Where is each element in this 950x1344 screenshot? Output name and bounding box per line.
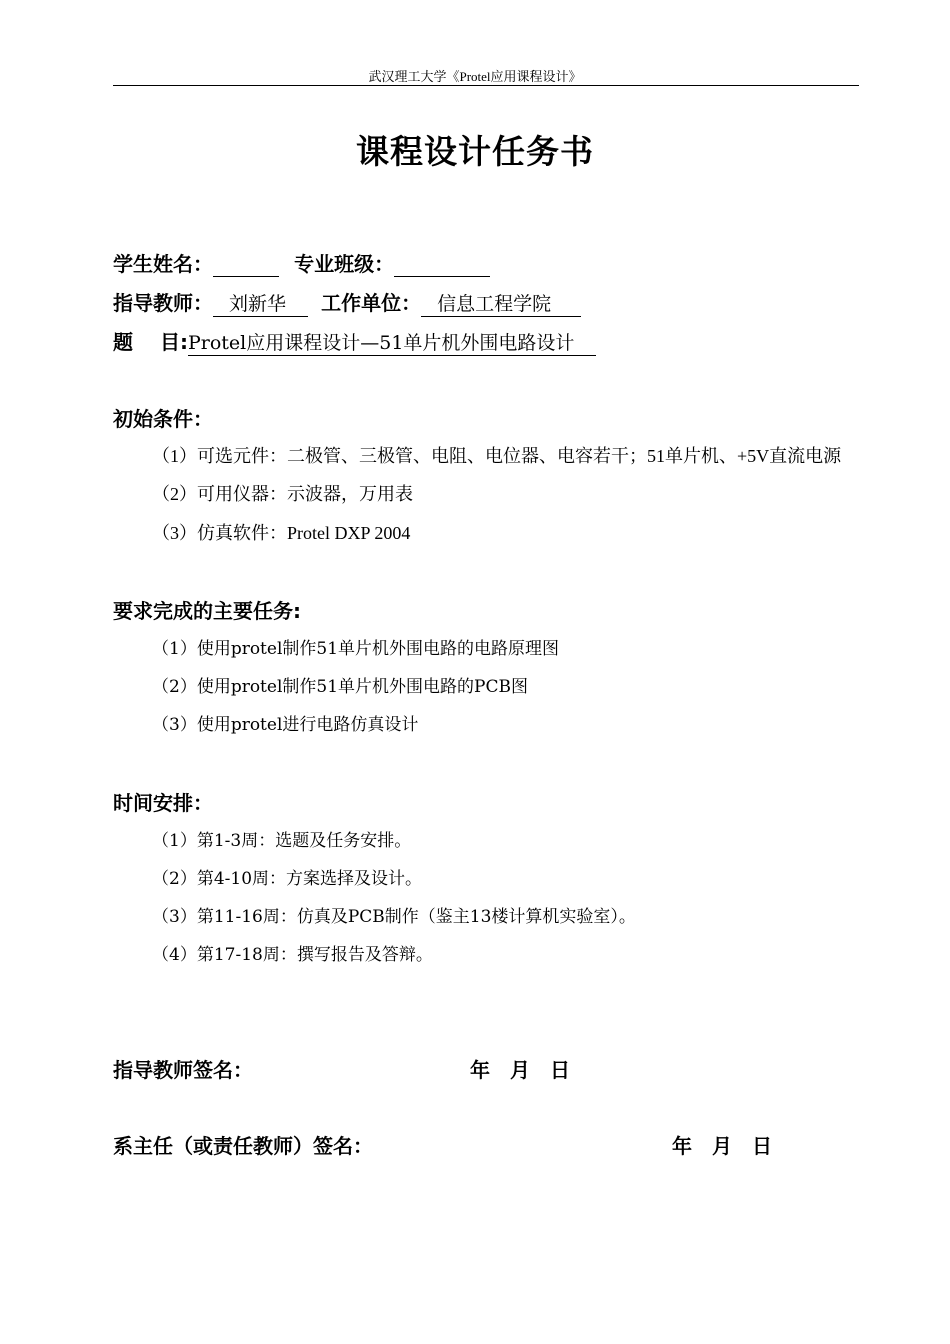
schedule-item: （3）第11-16周：仿真及PCB制作（鉴主13楼计算机实验室）。 [152, 907, 636, 927]
dept-head-signature-date: 年 月 日 [672, 1134, 772, 1158]
student-name-label: 学生姓名： [113, 252, 213, 276]
dept-head-signature-label: 系主任（或责任教师）签名： [113, 1134, 373, 1158]
advisor-signature-date: 年 月 日 [470, 1058, 570, 1082]
student-name-blank [213, 254, 279, 277]
condition-item: （2）可用仪器：示波器，万用表 [152, 484, 413, 504]
topic-value: Protel应用课程设计—51单片机外围电路设计 [188, 331, 596, 356]
task-item: （3）使用protel进行电路仿真设计 [152, 715, 419, 735]
advisor-signature-label: 指导教师签名： [113, 1058, 253, 1082]
advisor-value: 刘新华 [213, 292, 308, 317]
schedule-heading: 时间安排： [113, 791, 213, 815]
major-class-blank [394, 254, 490, 277]
topic-label: 题 目: [113, 330, 188, 354]
work-unit-value: 信息工程学院 [421, 292, 581, 317]
task-item: （2）使用protel制作51单片机外围电路的PCB图 [152, 677, 528, 697]
condition-item: （3）仿真软件：Protel DXP 2004 [152, 523, 411, 543]
topic-line [113, 326, 596, 356]
page-title: 课程设计任务书 [356, 132, 594, 171]
condition-item: （1）可选元件：二极管、三极管、电阻、电位器、电容若干；51单片机、+5V直流电源 [152, 446, 842, 466]
advisor-label: 指导教师： [113, 291, 213, 315]
task-item: （1）使用protel制作51单片机外围电路的电路原理图 [152, 639, 560, 659]
advisor-info-line [113, 287, 581, 317]
schedule-item: （2）第4-10周：方案选择及设计。 [152, 869, 423, 889]
major-class-label: 专业班级： [294, 252, 395, 276]
schedule-item: （4）第17-18周：撰写报告及答辩。 [152, 945, 433, 965]
initial-conditions-heading: 初始条件： [113, 407, 213, 431]
work-unit-label: 工作单位： [321, 291, 422, 315]
schedule-item: （1）第1-3周：选题及任务安排。 [152, 831, 412, 851]
running-header: 武汉理工大学《Protel应用课程设计》 [368, 69, 582, 84]
student-info-line [113, 248, 490, 277]
header-rule [113, 85, 859, 86]
main-tasks-heading: 要求完成的主要任务: [113, 599, 301, 623]
